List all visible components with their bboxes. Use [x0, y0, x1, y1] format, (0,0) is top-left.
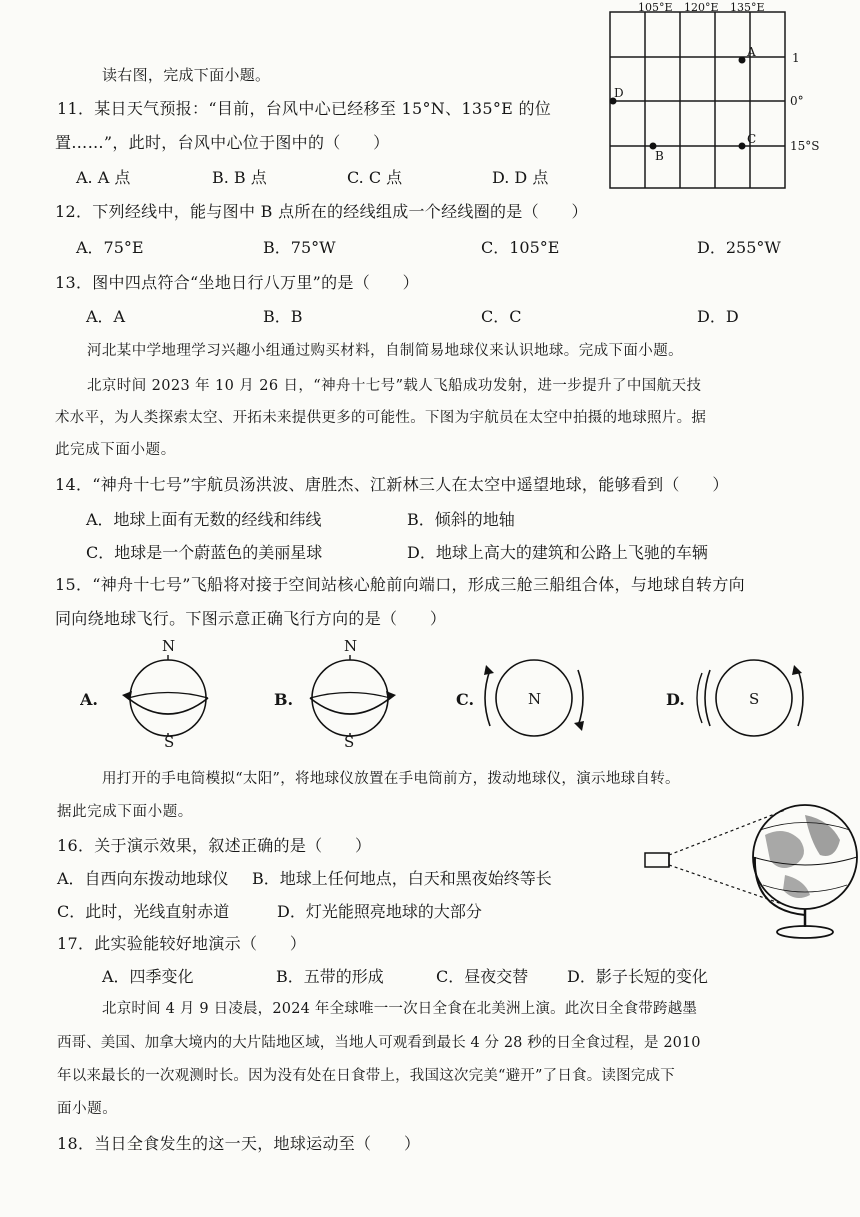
q15-label-d: D.: [666, 690, 685, 709]
intro-shenzhou-line1: 北京时间 2023 年 10 月 26 日，“神舟十七号”载人飞船成功发射，进一步提升了中国航天技: [87, 378, 702, 394]
q15-stem-line2: 同向绕地球飞行。下图示意正确飞行方向的是（ ）: [55, 609, 447, 628]
q18-stem: 18．当日全食发生的这一天，地球运动至（ ）: [57, 1134, 421, 1153]
q15-d-center: S: [749, 690, 760, 708]
q15-b-north: N: [344, 637, 358, 655]
point-d-label: D: [614, 86, 624, 100]
intro-shenzhou-line2: 术水平，为人类探索太空、开拓未来提供更多的可能性。下图为宇航员在太空中拍摄的地球照片。据: [55, 410, 707, 426]
q17-option-c[interactable]: C．昼夜交替: [436, 967, 529, 986]
q16-option-c[interactable]: C．此时，光线直射赤道: [57, 902, 230, 921]
q13-option-a[interactable]: A．A: [86, 307, 126, 326]
q14-option-b[interactable]: B．倾斜的地轴: [407, 510, 515, 529]
lon-label-120e: 120°E: [684, 1, 719, 14]
q12-option-a[interactable]: A．75°E: [76, 238, 144, 257]
q11-option-a[interactable]: A. A 点: [76, 168, 131, 187]
q13-option-d[interactable]: D．D: [697, 307, 739, 326]
q14-stem: 14．“神舟十七号”宇航员汤洪波、唐胜杰、江新林三人在太空中遥望地球，能够看到（ ）: [55, 475, 729, 494]
q13-option-b[interactable]: B．B: [263, 307, 303, 326]
lat-label-equator: 0°: [790, 94, 804, 108]
lat-label-15s: 15°S: [790, 139, 820, 153]
lon-label-105e: 105°E: [638, 1, 673, 14]
intro-shenzhou-line3: 此完成下面小题。: [55, 442, 176, 458]
flashlight-globe-illustration: [635, 795, 860, 940]
intro-flashlight-line2: 据此完成下面小题。: [57, 804, 193, 820]
q17-option-d[interactable]: D．影子长短的变化: [567, 967, 708, 986]
q15-diagrams: [80, 635, 840, 755]
q14-option-c[interactable]: C．地球是一个蔚蓝色的美丽星球: [86, 543, 323, 562]
point-a-label: A: [747, 45, 756, 59]
q16-option-b[interactable]: B．地球上任何地点，白天和黑夜始终等长: [252, 869, 552, 888]
q15-label-b: B.: [274, 690, 294, 709]
q11-option-c[interactable]: C. C 点: [347, 168, 403, 187]
q16-stem: 16．关于演示效果，叙述正确的是（ ）: [57, 836, 372, 855]
q11-option-d[interactable]: D. D 点: [492, 168, 549, 187]
q16-option-a[interactable]: A．自西向东拨动地球仪: [57, 869, 229, 888]
lat-lon-grid-map: [600, 0, 860, 195]
intro-globe-group: 河北某中学地理学习兴趣小组通过购买材料，自制简易地球仪来认识地球。完成下面小题。: [87, 343, 683, 359]
q17-stem: 17．此实验能较好地演示（ ）: [57, 934, 307, 953]
q12-stem: 12．下列经线中，能与图中 B 点所在的经线组成一个经线圈的是（ ）: [55, 202, 588, 221]
point-b-label: B: [655, 149, 664, 163]
q12-option-c[interactable]: C．105°E: [481, 238, 560, 257]
q15-b-south: S: [344, 733, 355, 751]
intro-eclipse-line1: 北京时间 4 月 9 日凌晨，2024 年全球唯一一次日全食在北美洲上演。此次日全食带跨越墨: [102, 1001, 698, 1017]
q13-option-c[interactable]: C．C: [481, 307, 522, 326]
q11-option-b[interactable]: B. B 点: [212, 168, 267, 187]
q17-option-b[interactable]: B．五带的形成: [276, 967, 384, 986]
q12-option-b[interactable]: B．75°W: [263, 238, 336, 257]
lat-label-top: 1: [792, 51, 800, 65]
q11-stem-line1: 11．某日天气预报：“目前，台风中心已经移至 15°N、135°E 的位: [57, 99, 552, 118]
intro-eclipse-line2: 西哥、美国、加拿大境内的大片陆地区域，当地人可观看到最长 4 分 28 秒的日全食过程，是 2010: [57, 1035, 701, 1051]
q15-label-a: A.: [80, 690, 98, 709]
q14-option-d[interactable]: D．地球上高大的建筑和公路上飞驰的车辆: [407, 543, 708, 562]
q11-stem-line2: 置……”，此时，台风中心位于图中的（ ）: [55, 133, 390, 152]
q13-stem: 13．图中四点符合“坐地日行八万里”的是（ ）: [55, 273, 419, 292]
q16-option-d[interactable]: D．灯光能照亮地球的大部分: [277, 902, 482, 921]
q15-a-north: N: [162, 637, 176, 655]
intro-flashlight-line1: 用打开的手电筒模拟“太阳”，将地球仪放置在手电筒前方，拨动地球仪，演示地球自转。: [102, 771, 680, 787]
q15-a-south: S: [164, 733, 175, 751]
intro-read-map: 读右图，完成下面小题。: [102, 66, 271, 84]
q17-option-a[interactable]: A．四季变化: [102, 967, 194, 986]
q14-option-a[interactable]: A．地球上面有无数的经线和纬线: [86, 510, 322, 529]
q15-c-center: N: [528, 690, 542, 708]
intro-eclipse-line3: 年以来最长的一次观测时长。因为没有处在日食带上，我国这次完美“避开”了日食。读图完成下: [57, 1068, 675, 1084]
point-c-label: C: [747, 132, 757, 146]
intro-eclipse-line4: 面小题。: [57, 1101, 118, 1117]
q15-stem-line1: 15．“神舟十七号”飞船将对接于空间站核心舱前向端口，形成三舱三船组合体，与地球自转方向: [55, 575, 745, 594]
q15-label-c: C.: [456, 690, 475, 709]
q12-option-d[interactable]: D．255°W: [697, 238, 781, 257]
lon-label-135e: 135°E: [730, 1, 765, 14]
